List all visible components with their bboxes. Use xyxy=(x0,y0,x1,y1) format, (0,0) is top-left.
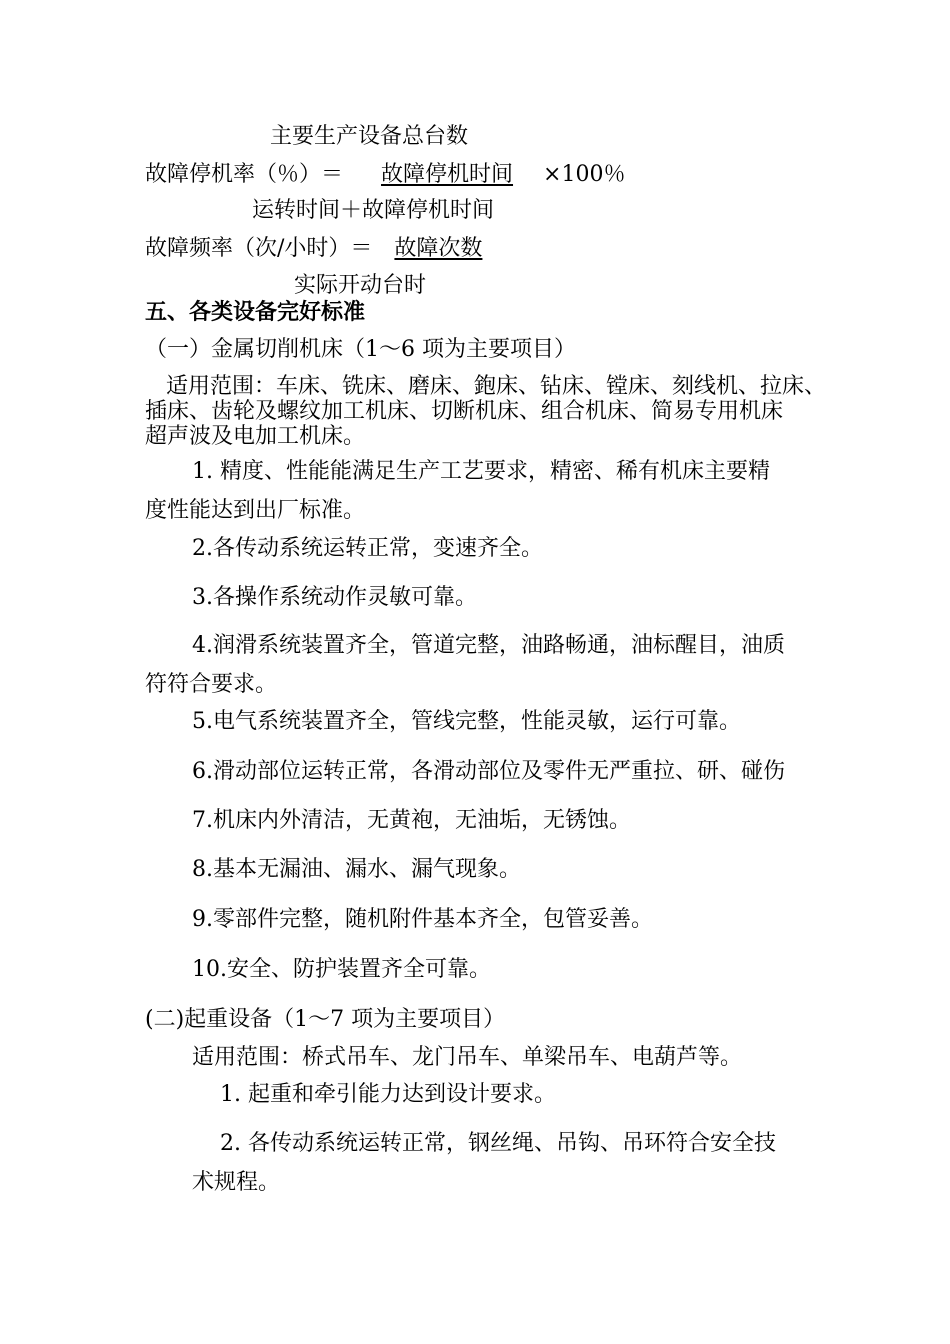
item-7: 7.机床内外清洁，无黄袍，无油垢，无锈蚀。 xyxy=(192,808,631,833)
item-10: 10.安全、防护装置齐全可靠。 xyxy=(192,957,491,982)
formula-top-denominator: 主要生产设备总台数 xyxy=(270,124,469,149)
freq-denominator: 实际开动台时 xyxy=(294,273,427,298)
item-4-line-1: 4.润滑系统装置齐全，管道完整，油路畅通，油标醒目，油质 xyxy=(192,633,785,658)
rate-denominator: 运转时间＋故障停机时间 xyxy=(252,198,495,223)
freq-numerator: 故障次数 xyxy=(394,236,483,261)
item-8: 8.基本无漏油、漏水、漏气现象。 xyxy=(192,857,521,882)
item-1-line-1: 1. 精度、性能能满足生产工艺要求，精密、稀有机床主要精 xyxy=(192,459,770,484)
failure-downtime-rate-formula xyxy=(145,162,625,188)
rate-numerator: 故障停机时间 xyxy=(381,162,514,187)
item-1-line-2: 度性能达到出厂标准。 xyxy=(145,498,366,523)
subsection-title-metal-cutting: （一）金属切削机床（1～6 项为主要项目） xyxy=(145,337,576,362)
item-6: 6.滑动部位运转正常，各滑动部位及零件无严重拉、研、碰伤 xyxy=(192,759,785,784)
subsection-title-lifting: (二)起重设备（1～7 项为主要项目） xyxy=(145,1007,506,1032)
item-2: 2.各传动系统运转正常，变速齐全。 xyxy=(192,536,543,561)
scope-line-2: 插床、齿轮及螺纹加工机床、切断机床、组合机床、简易专用机床 xyxy=(145,399,784,424)
item-9: 9.零部件完整，随机附件基本齐全，包管妥善。 xyxy=(192,907,653,932)
lifting-item-2-line-2: 术规程。 xyxy=(192,1170,281,1195)
lifting-item-1: 1. 起重和牵引能力达到设计要求。 xyxy=(220,1082,556,1107)
failure-frequency-formula xyxy=(145,236,500,262)
item-5: 5.电气系统装置齐全，管线完整，性能灵敏，运行可靠。 xyxy=(192,709,741,734)
lifting-scope: 适用范围：桥式吊车、龙门吊车、单梁吊车、电葫芦等。 xyxy=(192,1045,743,1070)
scope-line-1: 适用范围：车床、铣床、磨床、鉋床、钻床、镗床、刻线机、拉床、 xyxy=(166,374,827,399)
scope-line-3: 超声波及电加工机床。 xyxy=(145,424,366,449)
freq-label: 故障频率（次/小时）＝ xyxy=(145,236,373,261)
lifting-item-2-line-1: 2. 各传动系统运转正常，钢丝绳、吊钩、吊环符合安全技 xyxy=(220,1131,776,1156)
item-4-line-2: 符符合要求。 xyxy=(145,672,278,697)
rate-suffix: ×100％ xyxy=(543,162,626,187)
item-3: 3.各操作系统动作灵敏可靠。 xyxy=(192,585,477,610)
rate-label: 故障停机率（％）＝ xyxy=(145,162,344,187)
section-heading: 五、各类设备完好标准 xyxy=(145,300,366,325)
